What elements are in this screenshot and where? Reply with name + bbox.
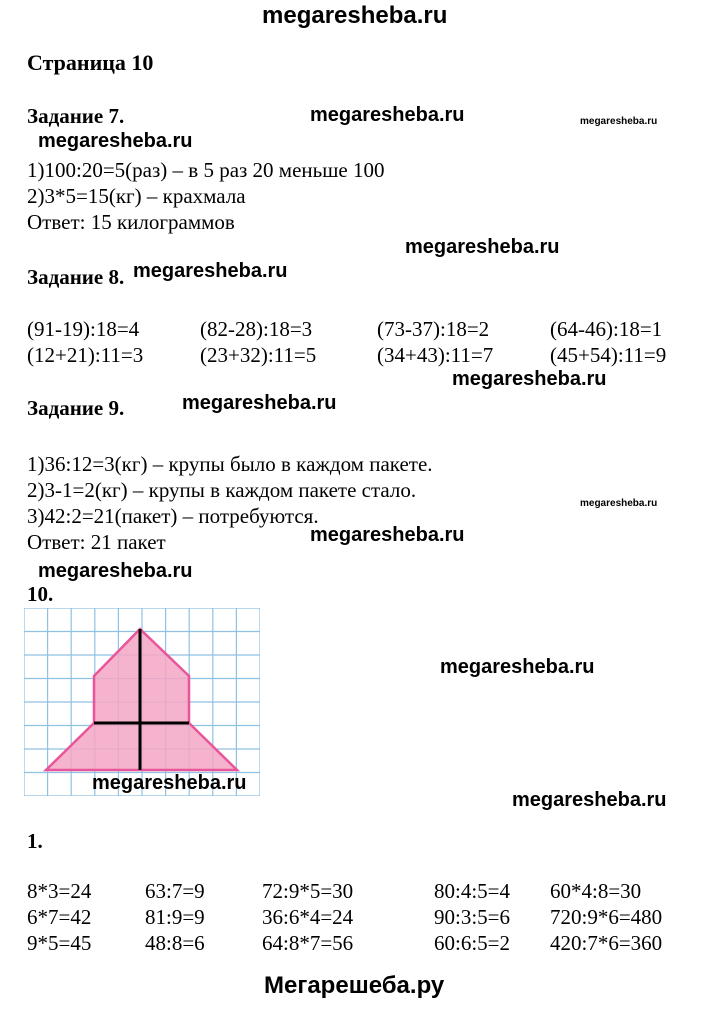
task8-expr: (23+32):11=5 bbox=[200, 343, 317, 367]
task9-answer: Ответ: 21 пакет bbox=[27, 530, 166, 554]
task8-expr: (73-37):18=2 bbox=[377, 317, 490, 341]
task8-expr: (12+21):11=3 bbox=[27, 343, 144, 367]
task1-expr: 36:6*4=24 bbox=[262, 905, 354, 929]
watermark: megaresheba.ru bbox=[92, 772, 247, 794]
task8-expr: (34+43):11=7 bbox=[377, 343, 494, 367]
task9-line-3: 3)42:2=21(пакет) – потребуются. bbox=[27, 504, 319, 528]
task1-expr: 9*5=45 bbox=[27, 931, 92, 955]
page-title: Страница 10 bbox=[27, 50, 154, 75]
watermark-small: megaresheba.ru bbox=[580, 116, 658, 127]
task1-expr: 64:8*7=56 bbox=[262, 931, 354, 955]
watermark: megaresheba.ru bbox=[452, 368, 607, 390]
task8-expr: (91-19):18=4 bbox=[27, 317, 140, 341]
task1-expr: 720:9*6=480 bbox=[550, 905, 663, 929]
watermark: megaresheba.ru bbox=[38, 560, 193, 582]
watermark: megaresheba.ru bbox=[512, 789, 667, 811]
watermark: megaresheba.ru bbox=[405, 236, 560, 258]
task1-expr: 60:6:5=2 bbox=[434, 931, 511, 955]
grid-figure bbox=[24, 608, 260, 796]
task1-expr: 48:8=6 bbox=[145, 931, 205, 955]
site-footer: Мегарешеба.ру bbox=[264, 972, 445, 999]
task1-expr: 60*4:8=30 bbox=[550, 879, 642, 903]
task1-expr: 81:9=9 bbox=[145, 905, 205, 929]
watermark: megaresheba.ru bbox=[38, 130, 193, 152]
task1-expr: 63:7=9 bbox=[145, 879, 205, 903]
watermark: megaresheba.ru bbox=[182, 392, 337, 414]
watermark: megaresheba.ru bbox=[310, 104, 465, 126]
task1-expr: 90:3:5=6 bbox=[434, 905, 511, 929]
task1-expr: 420:7*6=360 bbox=[550, 931, 663, 955]
watermark: megaresheba.ru bbox=[310, 524, 465, 546]
task1-expr: 8*3=24 bbox=[27, 879, 92, 903]
site-header: megaresheba.ru bbox=[262, 2, 448, 29]
task1-title: 1. bbox=[27, 829, 43, 853]
task10-title: 10. bbox=[27, 582, 54, 606]
task8-expr: (45+54):11=9 bbox=[550, 343, 667, 367]
task1-expr: 80:4:5=4 bbox=[434, 879, 511, 903]
task1-expr: 6*7=42 bbox=[27, 905, 92, 929]
task7-line-2: 2)3*5=15(кг) – крахмала bbox=[27, 184, 246, 208]
task7-answer: Ответ: 15 килограммов bbox=[27, 210, 235, 234]
task9-line-2: 2)3-1=2(кг) – крупы в каждом пакете стало. bbox=[27, 478, 417, 502]
watermark: megaresheba.ru bbox=[440, 656, 595, 678]
task7-title: Задание 7. bbox=[27, 104, 125, 128]
task7-line-1: 1)100:20=5(раз) – в 5 раз 20 меньше 100 bbox=[27, 158, 385, 182]
task9-line-1: 1)36:12=3(кг) – крупы было в каждом пакете. bbox=[27, 452, 433, 476]
task8-expr: (82-28):18=3 bbox=[200, 317, 313, 341]
watermark: megaresheba.ru bbox=[133, 260, 288, 282]
task8-title: Задание 8. bbox=[27, 265, 125, 289]
task8-expr: (64-46):18=1 bbox=[550, 317, 663, 341]
watermark-small: megaresheba.ru bbox=[580, 498, 658, 509]
task1-expr: 72:9*5=30 bbox=[262, 879, 354, 903]
task9-title: Задание 9. bbox=[27, 396, 125, 420]
